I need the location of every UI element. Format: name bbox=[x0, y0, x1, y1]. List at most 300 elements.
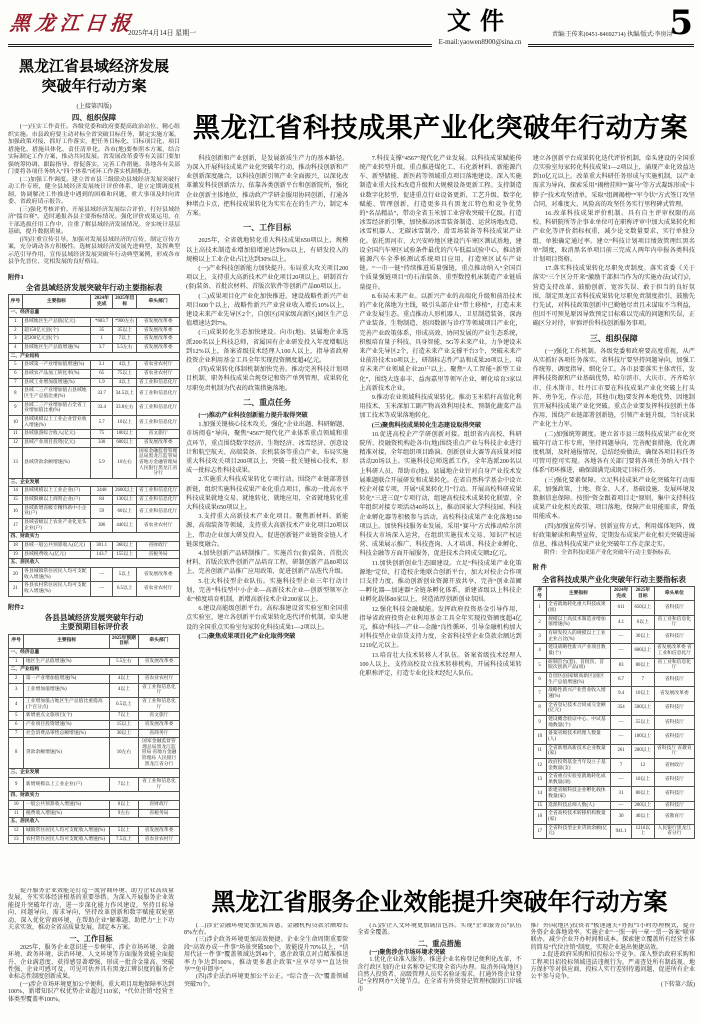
main-article-columns bbox=[186, 154, 695, 878]
table-cell: 省农业农村厅 bbox=[138, 835, 179, 844]
table-cell: 360以上 bbox=[113, 542, 137, 551]
table-cell: 超150亿元县(个) bbox=[22, 326, 90, 335]
table-cell: 330 bbox=[91, 438, 113, 447]
table-row bbox=[533, 701, 694, 715]
table-cell: 人民银行黑龙江省分行 bbox=[654, 824, 694, 838]
table-cell: 12 bbox=[533, 758, 546, 772]
table-cell: 4以上 bbox=[109, 674, 138, 683]
table-cell: 省工业和信息化厅 bbox=[137, 387, 180, 401]
table-cell: 19 bbox=[9, 550, 23, 559]
table-cell: 15 bbox=[9, 496, 23, 505]
paragraph: 2.促进政府采购和招投标公平竞争。深入整治政府采购和工程项目招投标领域违法违规行为，严肃查处所有制歧视、地方保护等对供应商、投标人实行差别待遇问题，促进所有企业公平参与竞争。 bbox=[530, 952, 695, 981]
section-heading: 二、重点措施 bbox=[417, 939, 462, 949]
table-row bbox=[533, 630, 694, 644]
table-cell: 5以上 bbox=[109, 827, 138, 836]
paragraph: (一)强化工作机制。各级党委和政府要高度重视，从严从实抓好各项任务落实。省科技厅要坚持问题导向，加强工作统筹、调度指导、细化分工。各市县要落实主体责任，发挥科技资源和产业基础优势，哈尔滨市、大庆市、齐齐哈尔市、佳木斯市、牡丹江市要在科技成果产业化突破上打头阵、勇争先、作示范，其他市(地)要发挥本地优势，因地制宜开展科技成果产业化突破。重点企业要发挥科技创新主体作用，围绕产业链部署创新链，引领产业链升级，当好成果产业化主力军。 bbox=[532, 347, 695, 429]
column-header: 2025年目标 bbox=[632, 587, 655, 601]
table-cell: 5.9 bbox=[91, 447, 113, 478]
paragraph: 9.推动农业领域科技成果转化。推动玉米秸秆高值化利用技术、玉米深加工副产物高效利用技术、预制化蔬菜产品加工技术等成果落地转化。 bbox=[359, 393, 522, 420]
table-row bbox=[9, 415, 180, 429]
paragraph: 科技创新和产业创新，是发展新质生产力的基本路径。为深入开展科技成果产业化突破年行动，推动科技创新和产业创新深度融合，以科技创新引领产业全面振兴，以深化改革激发科技创新活力，依靠各类创新平台和创新院所，强化企业创新主体地位，推动政产学研金服用协同创新，打通各种堵点卡点，把科技成果转化为实实在在的生产力，制定本方案。 bbox=[186, 154, 349, 217]
table-cell: 省工业和信息化厅 bbox=[137, 487, 180, 496]
table-cell: 11 bbox=[9, 430, 23, 439]
county-indicators-table bbox=[8, 294, 180, 597]
paragraph: (一)涉企市场环境更加公平便利。重大项目用地保障率达到100%，新增知识产权优势企业超过110家，“代位注销”经营主体类型覆盖率100%。 bbox=[8, 981, 174, 1003]
table-cell: 全省新增高新技术企业数量(家) bbox=[546, 744, 611, 758]
page-header bbox=[0, 0, 701, 54]
table-header-row bbox=[9, 295, 180, 309]
table-cell: 研制首台(套)、首批次、首版次创新产品(项) bbox=[546, 658, 611, 672]
table-cell: 75以上 bbox=[113, 369, 137, 378]
table-cell: 县域限额以上商贸企业(户) bbox=[22, 496, 90, 505]
table-cell: 建设概念验证中心、中试基地数量(个) bbox=[546, 715, 611, 729]
table-cell: 650以上 bbox=[632, 601, 655, 615]
table-cell: — bbox=[91, 568, 113, 582]
table-cell: 83 bbox=[611, 658, 632, 672]
table-cell: 1 bbox=[533, 601, 546, 615]
table-cell: 4 bbox=[9, 344, 23, 353]
table-cell: 11 bbox=[9, 809, 24, 818]
table-cell: 全省登记技术合同成交金额(亿元) bbox=[546, 701, 611, 715]
table-cell: 10 bbox=[533, 730, 546, 744]
table-cell: 155以上 bbox=[113, 550, 137, 559]
table-group-row bbox=[9, 648, 180, 657]
sub-heading: (一)推动产业科技创新能力提升取得突破 bbox=[198, 411, 308, 419]
group-label: 一、经济总量 bbox=[9, 648, 180, 657]
table-cell: 7 bbox=[611, 758, 632, 772]
section-heading: 二、重点任务 bbox=[243, 397, 292, 407]
table-cell: 16 bbox=[9, 504, 23, 518]
table-row bbox=[9, 318, 180, 327]
table-cell: 13 bbox=[9, 447, 23, 478]
table-cell: 35以上 bbox=[113, 326, 137, 335]
paragraph: 1.优化企业准入服务。推进企业名称登记便利化改革，不含行政区划的企业名称登记实现全省内办理。取消外国(地区)自然人投资者、高级管理人员实名验证需求，打通外资企业登记“全程网办”关键节点。在全省有外资登记管理权限的口岸城市 bbox=[357, 957, 522, 993]
group-label: 一、经济总量 bbox=[9, 309, 180, 318]
table-cell: 4以上 bbox=[113, 378, 137, 387]
paragraph: 13.培育壮大技术转移人才队伍。备案省级技术经理人100人以上，支持高校设立技术转移机构，开展科技成果转化职称评定，打造专业化技术经纪人队伍。 bbox=[359, 651, 522, 678]
table-cell: 省科技厅 bbox=[654, 773, 694, 787]
section-email: E-mail:yaowen8900@sina.cn bbox=[433, 38, 528, 46]
paragraph: 6.建设高能级创新平台。高标准建设省实验室和全国重点实验室，建立各创新平台成果转化迭代评价机制，牵头建设的全国重点实验室每家转化科技成果1—2项以上。 bbox=[186, 605, 349, 631]
table-cell: 省工业和信息化厅 bbox=[138, 683, 179, 697]
section-heading: 一、工作目标 bbox=[243, 223, 292, 233]
paragraph: 1.加强关键核心技术攻关。强化“企业出题、科研解题、市场阅卷”导向，聚焦“4567”现代化产业体系重点领域和重点环节，重点围绕数字经济、生物经济、冰雪经济、创意设计和航空航天、高端装备、农机装备等重点产业，布局实施重大科技攻关项目200项以上，突破一批关键核心技术，形成一批标志性科技成果。 bbox=[186, 421, 349, 475]
table-cell: 省工业和信息化厅 bbox=[137, 496, 180, 505]
paragraph: (三)涉企政务环境更加高效便捷。企业全生命周期重要阶段“高效办成一件事”场景突破500个，效能提升70%以上，“信用代证一件事”覆盖领域达到49个，惠企政策点对点精准推送率力争达到100%，推动更多惠企政策“应享尽享”“直达快享”“免申即享”。 bbox=[184, 937, 349, 974]
table-row bbox=[533, 687, 694, 701]
table-cell: 城镇常住居民人均可支配收入增速(%) bbox=[24, 827, 110, 836]
table-row bbox=[9, 809, 180, 818]
table-cell: 6 bbox=[9, 720, 24, 729]
paragraph: (一)产业科技创新能力加快提升。布局重大攻关项目200项以上，支持重大高新技术产业化项目20项以上，研制首台(套)装备、首批次材料、首版次软件等创新产品80项以上。 bbox=[186, 264, 349, 291]
table-cell: 省文旅厅 bbox=[138, 712, 179, 721]
paragraph: (四)成果转化体制机制加快完善。推动完善科技计划项目机制、职务科技成果合规登记和资产单列管理、成果转化尽职免责机制为代表的政策措施落地。 bbox=[186, 366, 349, 392]
table-cell: 省农业农村厅 bbox=[137, 582, 180, 596]
table-cell: 省税务局 bbox=[138, 809, 179, 818]
table-cell: 5.5左右 bbox=[109, 657, 138, 666]
paragraph: 2.实施重大科技成果转化专项行动。围绕产业链部署创新链，组织实施科技成果产业化重点项目，推动一批高水平科技成果就地交易、就地转化、就地应用，全省就地转化重大科技成果650项以上。 bbox=[186, 476, 349, 511]
table-cell: 县域新增省级专精特新中小企业(户) bbox=[22, 504, 90, 518]
table-row bbox=[9, 361, 180, 370]
paragraph: 4.加快创新产品研制推广。实施首台(套)装备、首批次材料、首版次软件创新产品培育工程，研制创新产品80项以上，完善创新产品推广应用政策，促进创新产品迭代升级。 bbox=[186, 550, 349, 576]
table-cell: 省发展改革委 bbox=[138, 827, 179, 836]
table-cell: 10左右 bbox=[109, 738, 138, 769]
table-row bbox=[9, 542, 180, 551]
table-row bbox=[9, 697, 180, 711]
table-cell: 65 bbox=[91, 369, 113, 378]
column-header: 主要指标 bbox=[22, 295, 90, 309]
table-cell: 县域贷款余额增速(%) bbox=[22, 447, 90, 478]
table-cell: 3.7 bbox=[91, 344, 113, 353]
table-cell: 10以上 bbox=[113, 415, 137, 429]
paragraph: 附件：全省科技成果产业化突破年行动主要指标表。 bbox=[544, 550, 675, 557]
paragraph: (三)成果转化生态加快建设。向市(地)、县属地企业选派200名以上科技总师，省属国有企业研发投入年度增幅达到12%以上，备案省级技术经理人100人以上，指导省政府投资企业利用基金工具全年实现投资额度超4亿元。 bbox=[186, 329, 349, 364]
table-cell: 县域农产品加工转化率(%) bbox=[22, 369, 90, 378]
table-cell: 11 bbox=[533, 744, 546, 758]
sub-heading: (二)聚焦成果项目化产业化取得突破 bbox=[198, 632, 296, 640]
table-cell: 省工业和信息化厅 bbox=[137, 378, 180, 387]
table-cell: 40以上 bbox=[632, 810, 655, 824]
table-cell: 10 bbox=[9, 415, 23, 429]
left-article-body bbox=[8, 114, 180, 267]
table-cell: 省发展改革委 bbox=[137, 438, 180, 447]
table-cell: 1 bbox=[9, 318, 23, 327]
table-cell: 20 bbox=[9, 568, 23, 582]
page-number: 5 bbox=[669, 3, 693, 43]
table-cell: 0.5以上 bbox=[109, 697, 138, 711]
table-cell: 3.1 bbox=[91, 361, 113, 370]
table-cell: 10 bbox=[9, 801, 24, 810]
table-cell: 省文旅厅 bbox=[137, 430, 180, 439]
table-row bbox=[9, 738, 180, 769]
table-cell: 省科技厅 bbox=[654, 801, 694, 810]
table-cell: 3 bbox=[533, 630, 546, 644]
table-cell: 2600以上 bbox=[113, 487, 137, 496]
main-article-scitech bbox=[186, 112, 695, 888]
table-cell: 100以上 bbox=[113, 430, 137, 439]
table-cell: 2 bbox=[9, 674, 24, 683]
table-cell: 4以上 bbox=[109, 683, 138, 697]
table-cell: 9左右 bbox=[109, 809, 138, 818]
table-cell: 全省科技型企业贷款余额(亿元) bbox=[546, 824, 611, 838]
table-cell: 第一产业增加值增速(%) bbox=[24, 674, 110, 683]
table-cell: 省科技厅 bbox=[654, 787, 694, 801]
table-cell: 省商务厅 bbox=[138, 729, 179, 738]
table-row bbox=[533, 730, 694, 744]
table-cell: 县域工业增加值增速(%) bbox=[22, 378, 90, 387]
bottom-column-2 bbox=[184, 923, 348, 1020]
table-cell: 省发展改革委 bbox=[137, 318, 180, 327]
table-cell: 12 bbox=[9, 438, 23, 447]
table-cell: 省财政厅 bbox=[137, 542, 180, 551]
table-cell: 3 bbox=[9, 335, 23, 344]
table-cell: 全省就地转化重大科技成果(项) bbox=[546, 601, 611, 615]
table-cell: 规模以上高技术制造业增加值增速(%) bbox=[546, 615, 611, 629]
main-column-1 bbox=[186, 154, 348, 878]
table-cell: 13 bbox=[533, 773, 546, 787]
table-cell: 10以上 bbox=[632, 687, 655, 701]
table-cell: 县域地区生产总值增速(%) bbox=[22, 344, 90, 353]
column-header: 牵头部门 bbox=[138, 634, 179, 648]
paragraph: 2025年，服务企业意识进一步树牢，涉企市场环境、金融环境、政务环境、法治环境、人文环境等方面服务效能全面提升，企业满意度、获得感显著增强，形成一批含金量高、突破性强、企业可感可及、可见可估并具有黑龙江辨识度的服务企业标志性制度创新成果。 bbox=[8, 944, 174, 981]
table-group-row bbox=[9, 792, 180, 801]
header-rule-right bbox=[528, 44, 694, 47]
table-cell: 备案省级技术经理人数量(人) bbox=[546, 730, 611, 744]
table-group-row bbox=[9, 559, 180, 568]
table-cell: 省发展改革委 bbox=[137, 326, 180, 335]
main-column-2 bbox=[359, 154, 521, 878]
table-row bbox=[9, 835, 180, 844]
table-cell: 县域省级以上农业产业化龙头企业(户) bbox=[22, 519, 90, 533]
table-cell: 县域产业项目投资(亿元) bbox=[22, 438, 90, 447]
paragraph: (下转第六版) bbox=[660, 981, 695, 988]
table-cell: — bbox=[611, 730, 632, 744]
table-cell: 30 bbox=[611, 810, 632, 824]
bottom-article-title: 黑龙江省服务企业效能提升突破年行动方案 bbox=[211, 889, 668, 916]
table-cell: 省发展改革委 bbox=[137, 568, 180, 582]
table-cell: *683.7 bbox=[91, 318, 113, 327]
left-article-county-economy bbox=[8, 57, 180, 887]
table-row bbox=[9, 720, 180, 729]
column-header: 序号 bbox=[9, 634, 24, 648]
table-row bbox=[9, 778, 180, 792]
table-cell: 省发展改革委 bbox=[138, 720, 179, 729]
table-cell: 县域二三产业增加值占县域地区生产总值比重(%) bbox=[22, 387, 90, 401]
table-cell: 15 bbox=[533, 801, 546, 810]
table-cell: 35 bbox=[91, 326, 113, 335]
table-cell: 各县城镇常住居民人均可支配收入增速(%) bbox=[22, 568, 90, 582]
table-cell: 100以上 bbox=[632, 730, 655, 744]
table-cell: 地区生产总值增速(%) bbox=[24, 657, 110, 666]
table-cell: 县域地区生产总值(亿元) bbox=[22, 318, 90, 327]
table-cell: *900左右 bbox=[113, 318, 137, 327]
table-cell: 600以上 bbox=[632, 644, 655, 658]
table-cell: 7 bbox=[9, 378, 23, 387]
table-cell: 1210以上 bbox=[632, 824, 655, 838]
paragraph: 11.加快创新创业生态圈建设。立足“科技成果产业化策源地”定位，打造校企地联合创新平台，加大对校企合作项目支持力度，推动创新创业资源开放共享，完善“创业苗圃—孵化器—加速器”全链条孵化体系，新建省级以上科技企业孵化载体80家以上，营造浓厚创新创业氛围。 bbox=[359, 559, 522, 604]
table-row bbox=[9, 729, 180, 738]
table-row bbox=[533, 801, 694, 810]
table-cell: 6.5以上 bbox=[113, 582, 137, 596]
table-cell: 2448 bbox=[91, 487, 113, 496]
table-cell: 选派科技总师人数(人) bbox=[546, 801, 611, 810]
bottom-column-4 bbox=[531, 923, 695, 1020]
table-cell: 工业增加值占地区生产总值比重提高(个百分点) bbox=[24, 697, 110, 711]
table-cell: 500以上 bbox=[632, 701, 655, 715]
table1-title: 全省县域经济发展突破年行动主要指标表 bbox=[25, 282, 163, 292]
table-cell: 80以上 bbox=[632, 787, 655, 801]
table-cell: 新建省级科技企业孵化载体数量(家) bbox=[546, 787, 611, 801]
table-row bbox=[9, 335, 180, 344]
table-cell: 省工业和信息化厅 bbox=[137, 504, 180, 518]
table-row bbox=[9, 401, 180, 415]
paragraph: (四)涉企法治环境更加公平公正。“综合查一次”覆盖领域突破70个。 bbox=[184, 974, 349, 988]
group-label: 四、财政实力 bbox=[9, 792, 180, 801]
table2-title: 各县县域经济发展突破年行动 主要预期目标评价表 bbox=[44, 612, 144, 632]
table-row bbox=[9, 550, 180, 559]
paragraph: (四)加强宣传引导。创新宣传方式，利用媒体矩阵，做好政策解读和典型宣传，定期发布成果产业化相关突破进展信息，推动科技成果产业化突破年工作走深走实。 bbox=[532, 522, 695, 549]
table-row bbox=[9, 657, 180, 666]
table-cell: 8以上 bbox=[109, 801, 138, 810]
table-cell: 84 bbox=[91, 496, 113, 505]
paragraph: 建立各创新平台成果转化迭代评价机制，牵头建设的全国重点实验室每家转化科技成果1—2项以上，涌现产业化效益达到10亿元以上。改革重大科研任务形成与实施机制，以产业需求为导向，探索采用“揭榜挂帅”“赛马”等方式凝练形成“卡脖子”技术攻坚清单，采取“组阁揭榜”“军令状”方式签订攻坚合同，对难度大、风险高的攻坚任务实行里程碑式管理。 bbox=[532, 154, 695, 208]
bottom-article-service bbox=[8, 888, 695, 1020]
table-group-row bbox=[9, 352, 180, 361]
table-cell: 自创区(国家级高新区)园区生产总值增速(%) bbox=[546, 672, 611, 686]
table-row bbox=[533, 758, 694, 772]
table-cell: 941.1 bbox=[611, 824, 632, 838]
table-cell: 354 bbox=[611, 701, 632, 715]
data-table bbox=[533, 586, 695, 839]
paragraph: 17.落实科技成果转化尽职免责制度。落实省委《关于落实“三个区分开来”激励干部担当作为的实施办法(试行)》，营造支持改革、鼓励创新、宽容失误、敢于担当的良好氛围，制定黑龙江省科技成果转化尽职免责制度指引，鼓励先行先试，对科技政策创新中已勤勉尽责且未谋取不当利益，但因不可预见原因导致预定目标难以完成的问题和失误，正确区分对待，审慎评价科技创新服务事项。 bbox=[532, 265, 695, 328]
table-cell: 省税务局 bbox=[137, 550, 180, 559]
table-cell: 30以上 bbox=[632, 630, 655, 644]
table-cell: 7 bbox=[9, 729, 24, 738]
table-cell: 省农业农村厅 bbox=[138, 674, 179, 683]
table-cell: 30以上 bbox=[109, 729, 138, 738]
table-cell: 社会消费品零售总额增速(%) bbox=[24, 729, 110, 738]
table-cell: 省工业和信息化厅 bbox=[137, 401, 180, 415]
main-attachment-label: 附 件 bbox=[532, 564, 547, 572]
table-row bbox=[9, 496, 180, 505]
table-cell: 县域旅游综合收入(亿元) bbox=[22, 430, 90, 439]
table-cell: 4 bbox=[9, 697, 24, 711]
table-row bbox=[9, 827, 180, 836]
table-cell: 县域第一产业增加值增速(%) bbox=[22, 361, 90, 370]
table-cell: 省科技厅 bbox=[654, 701, 694, 715]
paragraph: 12.强化科技金融赋能。发挥政府投资基金引导作用，指导省政府投资企业利用基金工具全年实现投资额度超4亿元，推动“科技—产业—金融”良性循环，引导金融机构加大对科技型企业信贷支持力度，全省科技型企业贷款余额达到1210亿元以上。 bbox=[359, 605, 522, 650]
table-cell: 600以上 bbox=[113, 438, 137, 447]
paragraph: 提升服务企业效能是打造一流营商环境、助力企业高质量发展、夯实实体经济根基的重要举措。为深入开展服务企业效能提升突破年行动，进一步深化能力作风建设，坚持目标导向、问题导向、需求导向，坚持改革创新和数字赋能双轮驱动，深入优化营商环境，在帮助企业“解难题、助把力”上下功夫求实效，推动全省高质量发展，制定本方案。 bbox=[8, 888, 174, 932]
table-cell: 9.4 bbox=[611, 687, 632, 701]
table-cell: 7 bbox=[533, 687, 546, 701]
paragraph: (二)涉企金融环境更加优质普惠。金融机构贷款余额增长8%左右。 bbox=[184, 922, 349, 936]
table-cell: 8 bbox=[533, 701, 546, 715]
table-cell: 7以上 bbox=[109, 778, 138, 792]
table-cell: 5以上 bbox=[113, 568, 137, 582]
table-cell: 7.5以上 bbox=[109, 835, 138, 844]
column-header: 牵头单位 bbox=[654, 587, 694, 601]
table-cell: 301.1 bbox=[91, 542, 113, 551]
main-article-title: 黑龙江省科技成果产业化突破年行动方案 bbox=[193, 113, 688, 143]
table-group-row bbox=[9, 533, 180, 542]
table-cell: 县域规模以上工业企业(户) bbox=[22, 487, 90, 496]
table-row bbox=[533, 658, 694, 672]
table-cell: 省科技厅 bbox=[654, 601, 694, 615]
table-cell: 省工业和信息化厅 bbox=[138, 778, 179, 792]
table-row bbox=[9, 378, 180, 387]
column-header: 序号 bbox=[533, 587, 546, 601]
table-group-row bbox=[9, 666, 180, 675]
paragraph: (二)加强工作调度。建立省市县三级联动县域经济发展突破行动工作专班，健全县域经济发展统计评价体系，建立定期调度机制，协调解决工作推进中遇到的困难和问题，重大事项及时向省委、省政府请示报告。 bbox=[8, 176, 180, 206]
table-cell: 7以上 bbox=[109, 712, 138, 721]
group-label: 三、企业发展 bbox=[9, 769, 180, 778]
table-cell: 5.5左右 bbox=[113, 344, 137, 353]
table-row bbox=[533, 744, 694, 758]
scitech-indicators-table bbox=[533, 586, 695, 839]
table-cell: 440以上 bbox=[113, 519, 137, 533]
paragraph: 10.促进高校企产学研创新对接。组织省内高校、科研院所、投融资机构赴各市(地)围绕重点产业与科技企业进行精准对接，全年组织项目路演、创新创业大赛等高质量对接活动20场以上。实施科技总师选派工作，全年选派200名以上科研人员，帮助市(地)、县属地企业针对自身产业技术发展难题联合开展研发和成果转化。在省自然科学基金中设立校企对接专项，开展“成果转化月”行动。开展高校科研成果转化“三进三促”专项行动，组建高校技术成果转化联盟，全年组织对接专项活动40场以上，推动国家大学科技园、科技企业孵化器等积极参与活动，高校科技成果产业化落地150项以上。加快科技服务业发展，采用“赛马”方式推动哈尔滨科技大市场深入运营，在组织实施技术交易、知识产权运营、成果展示推广、科技查询、人才培训、科技企业孵化、科技金融等方面开展服务，促进技术合同成交额2亿元。 bbox=[359, 430, 522, 558]
table-row bbox=[9, 369, 180, 378]
table-cell: 611 bbox=[611, 601, 632, 615]
paragraph: 推广外国(地区)投资者“极速通关+办照”1小时办理模式，提升外资企业落地效率。实施企业“一照一码一章一票一备案”联审联办，减少企业开办时间和成本。探索建立覆盖所有经营主体的简易“代位注销”制度，实现企业退出便捷高效。 bbox=[530, 922, 695, 951]
table-row bbox=[9, 387, 180, 401]
continued-from-note: (上接第四版) bbox=[76, 102, 112, 110]
table-cell: 一般公共预算收入增速(%) bbox=[24, 801, 110, 810]
table-row bbox=[9, 344, 180, 353]
table-cell: 县域税费收入(亿元) bbox=[22, 550, 90, 559]
bottom-column-3 bbox=[357, 923, 521, 1020]
table-cell: 省工业和信息化厅 bbox=[138, 697, 179, 711]
bottom-article-right bbox=[184, 888, 695, 1020]
paragraph: (三)强化考核评价。开展县域经济发展综合评价，打好县域经济“擂台赛”，适时通报各县主要指标情况。强化评价成果运用，在干部选拔任用工作中，注重了解县域经济发展情况。夯实统计基层基础，提升数据质量。 bbox=[8, 206, 180, 236]
table-cell: 全省重点实验室就地转化成果数量(项) bbox=[546, 773, 611, 787]
table-cell: 建设战略性新兴产业项目数量(个) bbox=[546, 644, 611, 658]
table-cell: 15以上 bbox=[109, 720, 138, 729]
publication-date: 2025年4月14日 星期一 bbox=[128, 29, 197, 37]
table-cell: 12 bbox=[9, 827, 24, 836]
table-group-row bbox=[9, 309, 180, 318]
table-cell: 省科技厅 bbox=[654, 715, 694, 729]
table-cell: 工业增加值增速(%) bbox=[24, 683, 110, 697]
table-cell: 省科技厅 省教育厅 bbox=[654, 744, 694, 758]
table-cell: 1 bbox=[91, 335, 113, 344]
paragraph: (五)涉企人文环境更加诚信包容。实现“企业服务员”队伍全省全覆盖。 bbox=[357, 922, 522, 936]
table-row bbox=[9, 568, 180, 582]
attachment1-label: 附件1 bbox=[8, 273, 24, 281]
left-article-title: 黑龙江省县域经济发展 突破年行动方案 bbox=[18, 58, 169, 95]
table-row bbox=[533, 810, 694, 824]
paragraph: 8.布局未来产业。以新兴产业的高端化升级和前沿技术的产业化落地为主线，吸引头部企业“带土移植”，打造未来产业发展生态。重点推动人形机器人、卫星制造装备、深海产业装备、生物制造、基因数据与诊疗等领域项目产业化，完善产业政策体系，形成高效、协同发展的产业生态系统，积极培育量子科技、具身智能、5G等未来产业。力争建设未来产业先导区2个，打造未来产业支撑平台3个，突破未来产业前沿技术10项以上，研制标志性产品和成果20项以上，培育未来产业领域企业20户以上。聚焦“人工智能+新型工业化”，围绕大连泰丰、益海嘉里等领军企业，孵化培育3家以上高新技术企业。 bbox=[359, 292, 522, 392]
table-cell: 税费收入增速(%) bbox=[24, 809, 110, 818]
table-cell: 10左右 bbox=[113, 447, 137, 478]
table-cell: 7以上 bbox=[113, 335, 137, 344]
table-cell: 县域规模以上工业企业营业收入增速(%) bbox=[22, 415, 90, 429]
table-row bbox=[9, 582, 180, 596]
table-cell: 33.4 bbox=[91, 401, 113, 415]
main-table-title: 全省科技成果产业化突破年行动主要指标表 bbox=[541, 574, 686, 584]
table-cell: 省工业和信息化厅 bbox=[654, 615, 694, 629]
table-cell: 5 bbox=[533, 658, 546, 672]
table-cell: 省工业和信息化厅 bbox=[654, 658, 694, 672]
column-header: 序号 bbox=[9, 295, 23, 309]
table-cell: 21 bbox=[9, 582, 23, 596]
table-cell: 有研发投入的规模以上工业企业占比(%) bbox=[546, 630, 611, 644]
table-cell: 农村常住居民人均可支配收入增速(%) bbox=[24, 835, 110, 844]
table-row bbox=[9, 801, 180, 810]
table-cell: 80以上 bbox=[632, 658, 655, 672]
column-header: 2025年预期目标 bbox=[109, 634, 138, 648]
table-row bbox=[9, 326, 180, 335]
table-cell: 6以上 bbox=[632, 615, 655, 629]
table-cell: 143.7 bbox=[91, 550, 113, 559]
section-heading: 四、组织保障 bbox=[71, 112, 117, 122]
bottom-column-1 bbox=[8, 888, 174, 1020]
table-cell: 5.7 bbox=[91, 415, 113, 429]
column-header: 2024年完成 bbox=[611, 587, 632, 601]
table-row bbox=[9, 447, 180, 478]
table-cell: 1.9 bbox=[91, 378, 113, 387]
table-cell: 战略性新兴产业营业收入增速(%) bbox=[546, 687, 611, 701]
table-cell: 12 bbox=[632, 758, 655, 772]
table-cell: 省农业农村厅 bbox=[137, 369, 180, 378]
data-table bbox=[8, 294, 180, 597]
table-group-row bbox=[9, 478, 180, 487]
table-cell: 59 bbox=[91, 504, 113, 518]
paragraph: (二)加强统筹调度。建立省市县三级科技成果产业化突破年行动工作专班，坚持问题导向，完善配套措施，优化调度机制，及时通报情况，总结经验做法，确保各项目标任务可管可控可实现。各地各有关部门要将各项任务纳入“四个体系”闭环推进，确保圆满完成既定目标任务。 bbox=[532, 430, 695, 475]
paragraph: 5.壮大科技型企业队伍。实施科技型企业三年行动计划，完善“科技型中小企业—高新技术企业—创新型领军企业”梯度培育机制，新增高新技术企业200家以上。 bbox=[186, 577, 349, 604]
table-cell: 省发展改革委 bbox=[138, 657, 179, 666]
